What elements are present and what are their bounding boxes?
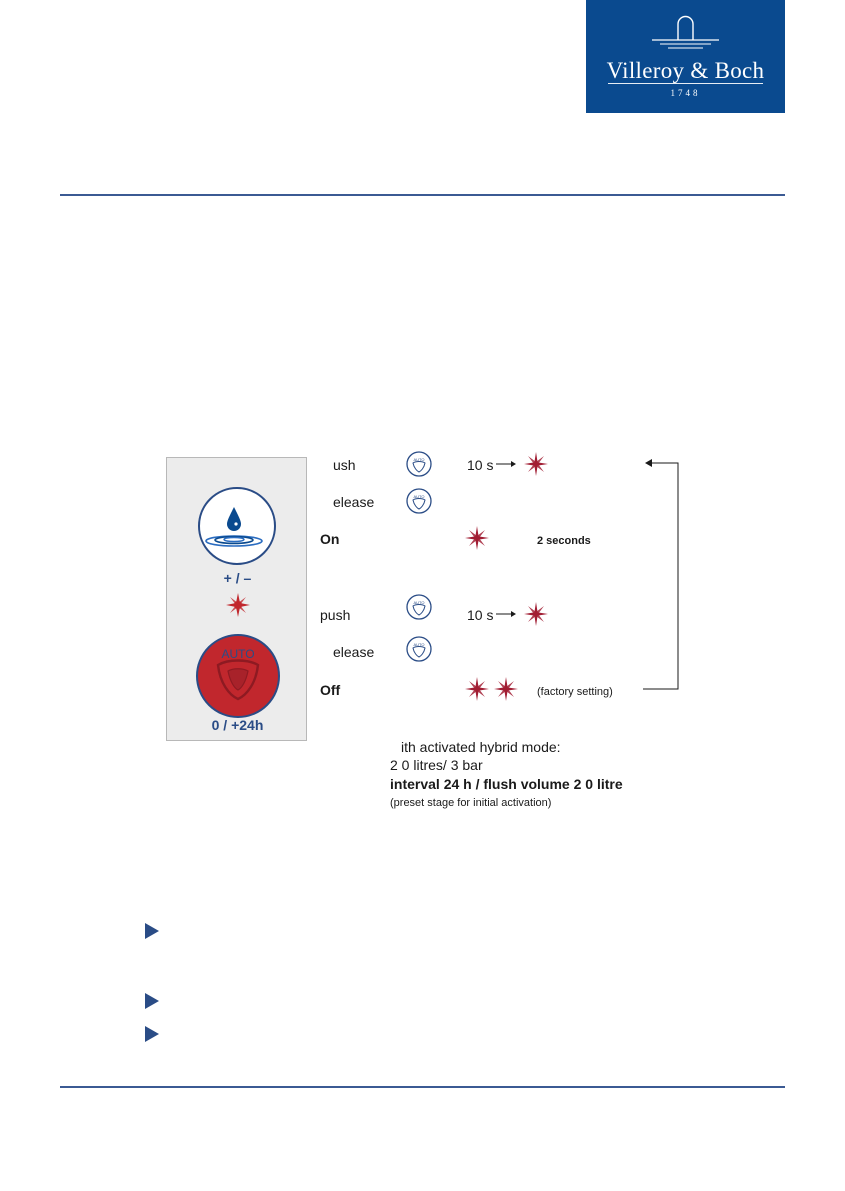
step-push-on-time: 10 s [467,457,494,473]
logo-year: 1748 [670,88,701,98]
step-state-on: On [320,531,340,547]
auto-text: AUTO [221,647,255,661]
top-divider [60,194,785,196]
hybrid-line-4: (preset stage for initial activation) [390,797,552,809]
red-star-icon [464,525,490,551]
hybrid-line-1: ith activated hybrid mode: [401,739,561,755]
arrow-right-icon [496,609,516,619]
auto-mini-icon [406,451,432,477]
bracket-connector [640,455,690,695]
bottom-divider [60,1086,785,1088]
hybrid-line-2: 2 0 litres/ 3 bar [390,757,483,773]
svg-text:AUTO: AUTO [413,494,425,499]
red-star-icon [493,676,519,702]
auto-mini-icon [406,636,432,662]
step-off-note: (factory setting) [537,686,613,698]
svg-text:AUTO: AUTO [413,600,425,605]
step-release-off: elease [333,644,375,660]
svg-text:AUTO: AUTO [413,642,425,647]
step-push-off: push [320,607,351,623]
auto-range-label: 0 / +24h [211,717,264,733]
logo-brand: Villeroy & Boch [606,58,765,83]
hybrid-line-3: interval 24 h / flush volume 2 0 litre [390,776,623,792]
villeroy-boch-logo [586,0,785,113]
step-on-duration: 2 seconds [537,535,591,547]
fountain-emblem-icon [586,0,785,60]
step-push-on: ush [333,457,356,473]
red-star-icon [523,451,549,477]
bullet-arrow-icon [145,1026,159,1042]
step-push-off-time: 10 s [467,607,494,623]
red-star-led-icon [224,591,252,619]
arrow-right-icon [496,459,516,469]
bullet-arrow-icon [145,923,159,939]
auto-mini-icon [406,488,432,514]
svg-text:AUTO: AUTO [413,457,425,462]
bullet-arrow-icon [145,993,159,1009]
control-panel [166,457,307,741]
step-state-off: Off [320,682,341,698]
red-star-icon [464,676,490,702]
flush-adjust-label: + / – [223,570,252,586]
auto-mini-icon [406,594,432,620]
step-release-on: elease [333,494,375,510]
auto-button[interactable] [195,633,281,719]
logo-rule [608,83,763,84]
flush-button[interactable] [196,485,278,567]
red-star-icon [523,601,549,627]
